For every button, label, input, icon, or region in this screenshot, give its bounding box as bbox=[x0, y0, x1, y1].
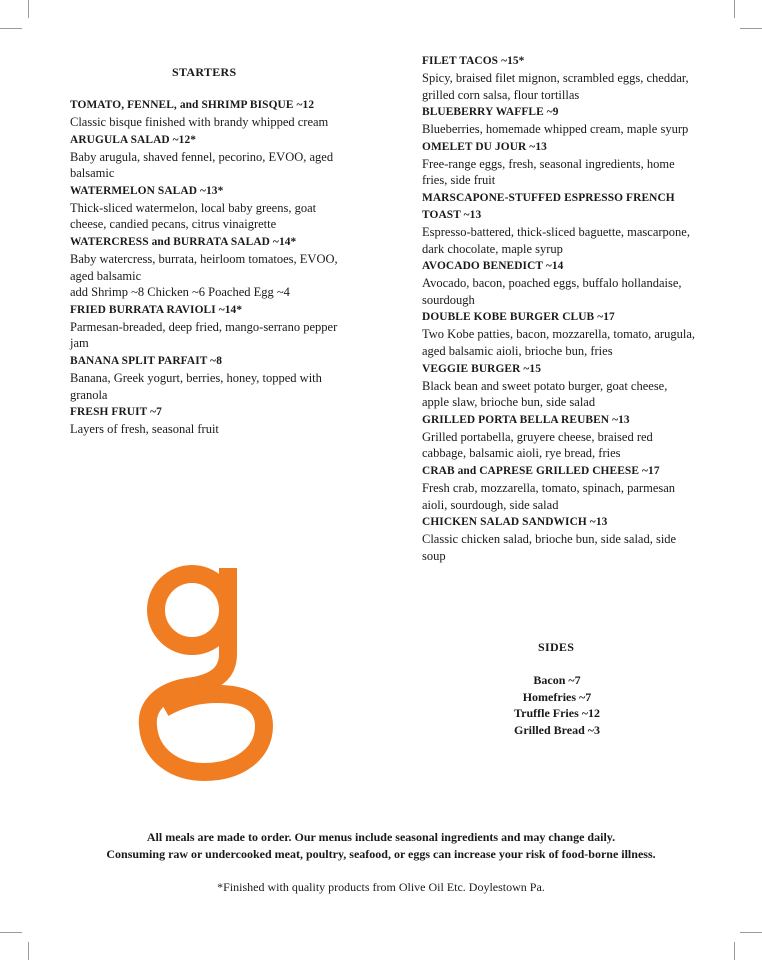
menu-item bbox=[70, 183, 340, 233]
menu-item-name: ARUGULA SALAD ~12* bbox=[70, 133, 197, 146]
crop-mark bbox=[0, 932, 22, 933]
crop-mark bbox=[734, 942, 735, 960]
crop-mark bbox=[734, 0, 735, 18]
footer-disclaimer bbox=[40, 829, 722, 862]
menu-item bbox=[70, 302, 340, 352]
menu-item-name: WATERMELON SALAD ~13* bbox=[70, 184, 224, 197]
menu-item bbox=[70, 97, 340, 131]
footer-note: *Finished with quality products from Olive Oil Etc. Doylestown Pa. bbox=[217, 880, 545, 894]
menu-item-name: CHICKEN SALAD SANDWICH ~13 bbox=[422, 516, 608, 529]
menu-item-description: Layers of fresh, seasonal fruit bbox=[70, 422, 219, 437]
crop-mark bbox=[28, 0, 29, 18]
menu-item bbox=[422, 309, 697, 359]
menu-item-description: Classic bisque finished with brandy whipped cream bbox=[70, 115, 329, 129]
menu-item-description: Blueberries, homemade whipped cream, maple syurp bbox=[422, 122, 689, 137]
menu-item-description: Two Kobe patties, bacon, mozzarella, tomato, arugula, aged balsamic aioli, brioche bun, fries bbox=[422, 327, 695, 358]
menu-item-description: Spicy, braised filet mignon, scrambled eggs, cheddar, grilled corn salsa, flour tortillas bbox=[422, 71, 689, 102]
menu-item bbox=[422, 139, 697, 189]
menu-item-addons: add Shrimp ~8 Chicken ~6 Poached Egg ~4 bbox=[70, 285, 290, 300]
menu-item-description: Grilled portabella, gruyere cheese, braised red cabbage, balsamic aioli, rye bread, fries bbox=[422, 429, 653, 461]
menu-item-name: BANANA SPLIT PARFAIT ~8 bbox=[70, 354, 222, 367]
crop-mark bbox=[0, 28, 22, 29]
menu-item-name: FRESH FRUIT ~7 bbox=[70, 406, 162, 419]
menu-item-name: GRILLED PORTA BELLA REUBEN ~13 bbox=[422, 413, 630, 426]
crop-mark bbox=[740, 932, 762, 933]
starters-list bbox=[70, 97, 340, 439]
menu-item-name: TOMATO, FENNEL, and SHRIMP BISQUE ~12 bbox=[70, 99, 315, 111]
menu-item bbox=[422, 514, 697, 564]
menu-item-description: Black bean and sweet potato burger, goat cheese, apple slaw, brioche bun, side salad bbox=[422, 378, 668, 410]
menu-item-description: Baby arugula, shaved fennel, pecorino, EVOO, aged balsamic bbox=[70, 149, 334, 181]
menu-item bbox=[422, 53, 697, 103]
menu-item bbox=[70, 353, 340, 403]
menu-item-name: MARSCAPONE-STUFFED ESPRESSO FRENCH TOAST ~13 bbox=[422, 191, 675, 221]
menu-item-description: Baby watercress, burrata, heirloom tomatoes, EVOO, aged balsamic bbox=[70, 251, 338, 283]
menu-item-description: Classic chicken salad, brioche bun, side salad, side soup bbox=[422, 532, 677, 563]
menu-item bbox=[422, 361, 697, 411]
side-item: Truffle Fries ~12 bbox=[514, 706, 600, 721]
menu-item-description: Avocado, bacon, poached eggs, buffalo hollandaise, sourdough bbox=[422, 276, 682, 307]
menu-item bbox=[422, 463, 697, 513]
sides-heading: SIDES bbox=[538, 640, 575, 654]
menu-item-name: OMELET DU JOUR ~13 bbox=[422, 140, 547, 153]
menu-item-description: Parmesan-breaded, deep fried, mango-serrano pepper jam bbox=[70, 319, 338, 351]
menu-item-description: Espresso-battered, thick-sliced baguette, mascarpone, dark chocolate, maple syrup bbox=[422, 224, 690, 256]
g-logo-icon bbox=[138, 558, 278, 798]
mains-list bbox=[422, 53, 697, 565]
footer-line: All meals are made to order. Our menus include seasonal ingredients and may change daily. bbox=[146, 830, 616, 844]
menu-item-description: Thick-sliced watermelon, local baby greens, goat cheese, candied pecans, citrus vinaigrette bbox=[70, 200, 317, 232]
menu-item-name: WATERCRESS and BURRATA SALAD ~14* bbox=[70, 235, 297, 248]
menu-item bbox=[70, 404, 340, 438]
footer-line: Consuming raw or undercooked meat, poultry, seafood, or eggs can increase your risk of food-borne illness. bbox=[106, 846, 656, 861]
crop-mark bbox=[740, 28, 762, 29]
sides-list bbox=[472, 672, 642, 738]
side-item: Homefries ~7 bbox=[522, 689, 592, 704]
menu-item-name: CRAB and CAPRESE GRILLED CHEESE ~17 bbox=[422, 464, 660, 477]
menu-item bbox=[422, 190, 697, 257]
menu-item-description: Free-range eggs, fresh, seasonal ingredients, home fries, side fruit bbox=[422, 156, 675, 188]
menu-item-name: FILET TACOS ~15* bbox=[422, 55, 525, 67]
menu-item-description: Fresh crab, mozzarella, tomato, spinach, parmesan aioli, sourdough, side salad bbox=[422, 480, 676, 512]
menu-item-name: BLUEBERRY WAFFLE ~9 bbox=[422, 106, 559, 119]
menu-item-name: AVOCADO BENEDICT ~14 bbox=[422, 260, 564, 273]
menu-item-name: DOUBLE KOBE BURGER CLUB ~17 bbox=[422, 311, 615, 324]
side-item: Grilled Bread ~3 bbox=[513, 722, 600, 737]
menu-item-name: FRIED BURRATA RAVIOLI ~14* bbox=[70, 303, 243, 316]
starters-heading: STARTERS bbox=[172, 65, 237, 79]
menu-item bbox=[422, 412, 697, 462]
menu-item bbox=[70, 132, 340, 182]
menu-item bbox=[422, 104, 697, 138]
menu-item bbox=[70, 234, 340, 301]
side-item: Bacon ~7 bbox=[533, 673, 581, 687]
menu-item-name: VEGGIE BURGER ~15 bbox=[422, 362, 542, 375]
menu-item-description: Banana, Greek yogurt, berries, honey, topped with granola bbox=[70, 370, 322, 402]
crop-mark bbox=[28, 942, 29, 960]
menu-item bbox=[422, 258, 697, 308]
